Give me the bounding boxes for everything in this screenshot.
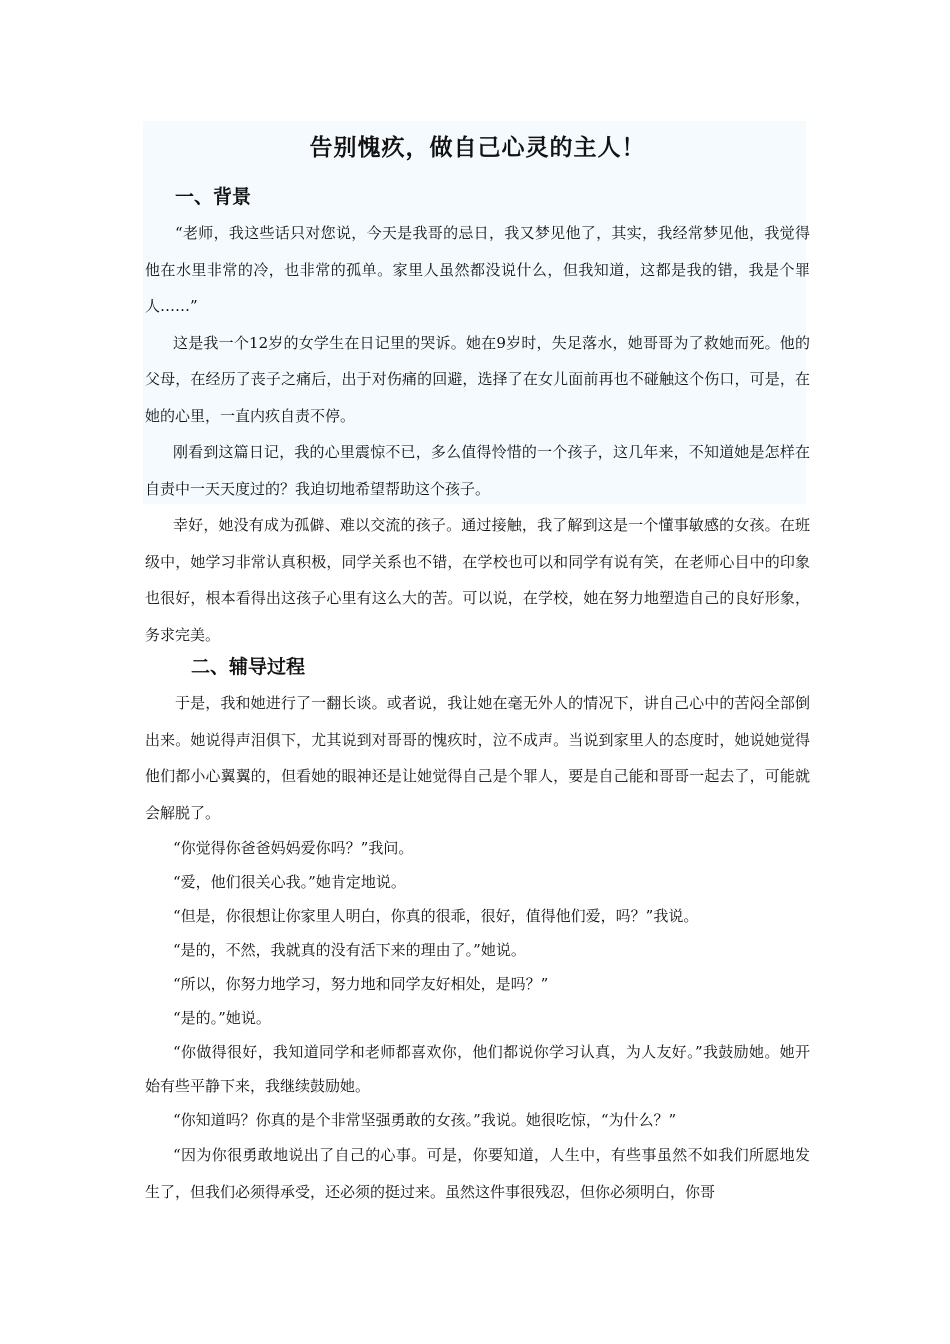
dialogue-line: “你觉得你爸爸妈妈爱你吗？”我问。 [173,839,414,857]
paragraph: 于是，我和她进行了一翻长谈。或者说，我让她在毫无外人的情况下，讲自己心中的苦闷全部倒出来。她说得声泪俱下，尤其说到对哥哥的愧疚时，泣不成声。当说到家里人的态度时，她说她觉得他们都小心翼翼的，但看她的眼神还是让她觉得自己是个罪人，要是自己能和哥哥一起去了，可能就会解脱了。 [145,694,810,822]
paragraph: “老师，我这些话只对您说，今天是我哥的忌日，我又梦见他了，其实，我经常梦见他，我觉得他在水里非常的冷，也非常的孤单。家里人虽然都没说什么，但我知道，这都是我的错，我是个罪人……” [145,224,810,315]
dialogue-line: “爱，他们很关心我。”她肯定地说。 [173,873,406,891]
dialogue-line: “你知道吗？你真的是个非常坚强勇敢的女孩。”我说。她很吃惊，“为什么？” [173,1111,677,1129]
section-heading-background: 一、背景 [175,186,252,208]
dialogue-line: “是的。”她说。 [173,1009,271,1027]
dialogue-line: “你做得很好，我知道同学和老师都喜欢你，他们都说你学习认真，为人友好。”我鼓励她。她开始有些平静下来，我继续鼓励她。 [145,1043,810,1095]
dialogue-line: “因为你很勇敢地说出了自己的心事。可是，你要知道，人生中，有些事虽然不如我们所愿地发生了，但我们必须得承受，还必须的挺过来。虽然这件事很残忍，但你必须明白，你哥 [145,1146,810,1201]
dialogue-line: “所以，你努力地学习，努力地和同学友好相处，是吗？” [173,975,549,993]
paragraph: 刚看到这篇日记，我的心里震惊不已，多么值得怜惜的一个孩子，这几年来，不知道她是怎样在自责中一天天度过的？我迫切地希望帮助这个孩子。 [145,443,810,498]
section-heading-process: 二、辅导过程 [191,656,306,678]
document-title: 告别愧疚，做自己心灵的主人！ [309,135,646,161]
document-page [145,128,810,1210]
dialogue-line: “但是，你很想让你家里人明白，你真的很乖，很好，值得他们爱，吗？”我说。 [173,907,699,925]
dialogue-line: “是的，不然，我就真的没有活下来的理由了。”她说。 [173,941,526,959]
paragraph: 这是我一个12岁的女学生在日记里的哭诉。她在9岁时，失足落水，她哥哥为了救她而死。他的父母，在经历了丧子之痛后，出于对伤痛的回避，选择了在女儿面前再也不碰触这个伤口，可是，在她的心里，一直内疚自责不停。 [145,333,810,425]
paragraph: 幸好，她没有成为孤僻、难以交流的孩子。通过接触，我了解到这是一个懂事敏感的女孩。在班级中，她学习非常认真积极，同学关系也不错，在学校也可以和同学有说有笑，在老师心目中的印象也很好，根本看得出这孩子心里有这么大的苦。可以说，在学校，她在努力地塑造自己的良好形象，务求完美。 [145,516,810,644]
